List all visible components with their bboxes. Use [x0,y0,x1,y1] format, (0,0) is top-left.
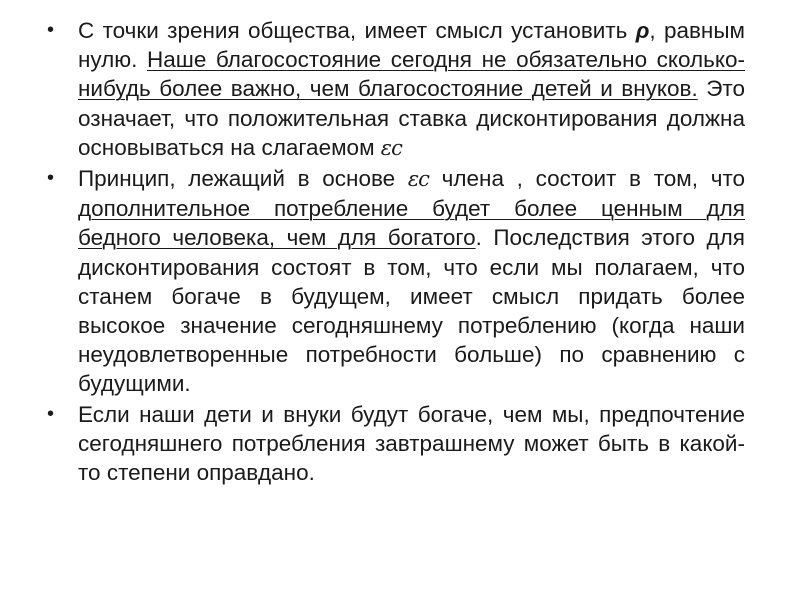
rho-symbol: ρ [635,18,650,43]
bullet-3-text: Если наши дети и внуки будут богаче, чем мы, предпочтение сегодняшнего потребления завтрашнему может быть в какой-то степени оправдано. [78,401,745,486]
bullet-1-text-c: Это означает, что положительная ставка дисконтирования должна основываться на слагаемом [78,76,746,160]
bullet-list [45,16,745,488]
bullet-item-3 [45,400,745,488]
bullet-1-underlined-text: Наше благосостояние сегодня не обязательно сколько-нибудь более важно, чем благосостояние детей и внуков. [78,47,746,102]
bullet-marker: • [47,167,55,190]
bullet-item-1 [45,16,745,163]
bullet-marker: • [47,19,55,41]
bullet-marker: • [47,402,55,425]
bullet-1-text-a: С точки зрения общества, имеет смысл установить [78,18,636,43]
bullet-2-text-c: . Последствия этого для дисконтирования состоят в том, что если мы полагаем, что станем богаче в будущем, имеет смысл придать более высокое значение сегодняшнему потреблению (когда наши неудовлетворенные потребности больше) по сравнению с будущими. [78,225,745,397]
bullet-2-underlined-text: дополнительное потребление будет более ценным для бедного человека, чем для богатого [78,196,745,251]
bullet-2-text-b: члена , состоит в том, что [428,166,746,192]
bullet-1-text-b: , равным нулю. [78,18,745,73]
epsilon-c-term: εc [407,167,429,192]
epsilon-c-term: εc [380,135,402,160]
bullet-2-text-a: Принцип, лежащий в основе [78,166,408,192]
bullet-item-2 [45,164,745,399]
